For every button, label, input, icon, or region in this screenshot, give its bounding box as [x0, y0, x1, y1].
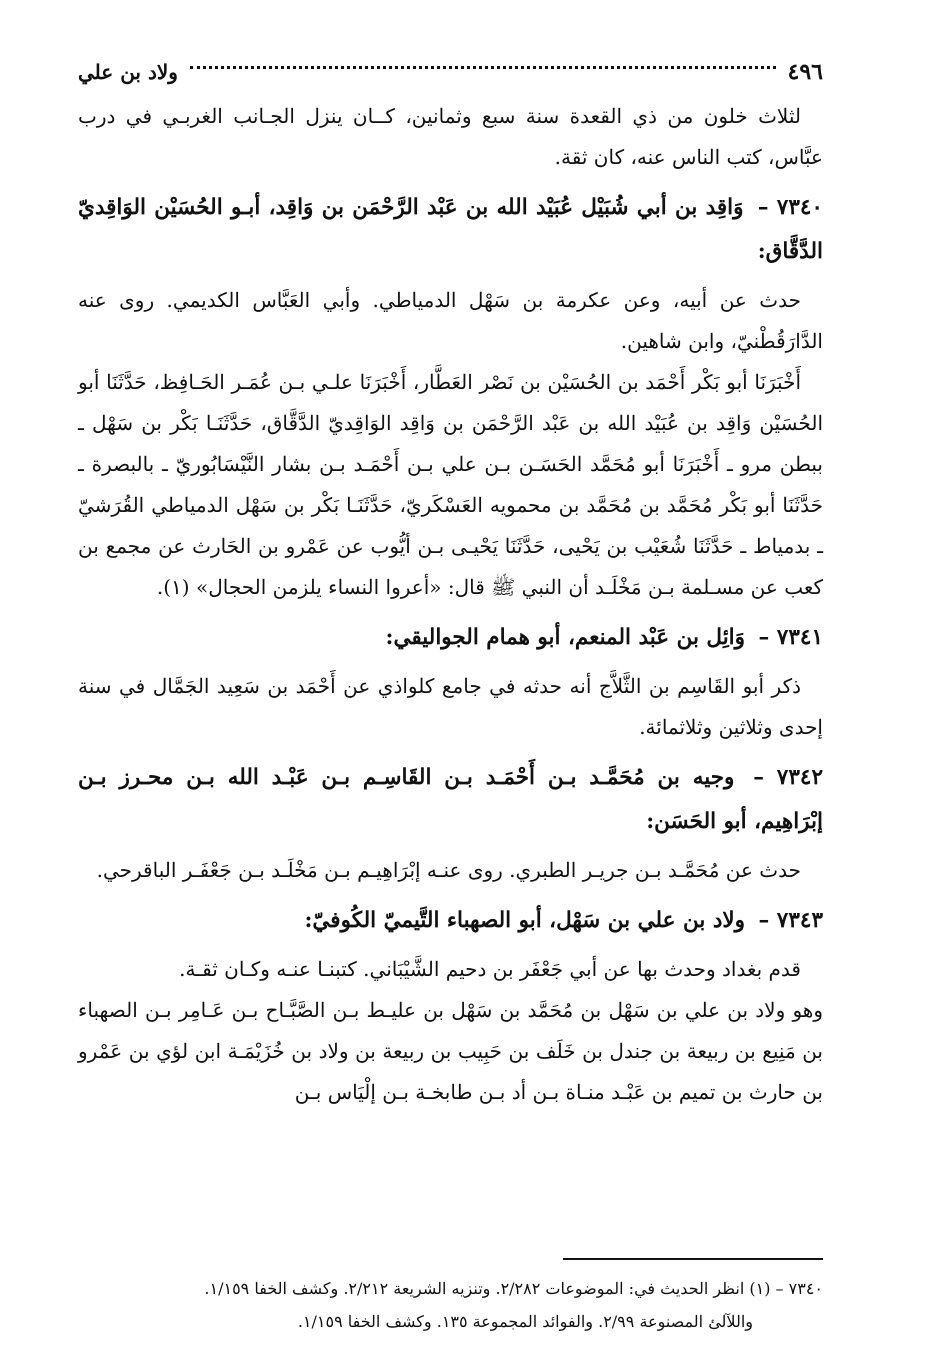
entry-title: وجيه بن مُحَمَّـد بـن أَحْمَـد بـن القَاسِـم بـن عَبْـد الله بـن محـرز بـن إبْرَاهِيم، أبو الحَسَن: [78, 765, 823, 834]
entry-heading-7343 [78, 899, 823, 943]
entry-heading-7340 [78, 186, 823, 274]
entry-heading-7341 [78, 616, 823, 660]
footnote-rule [563, 1258, 823, 1260]
footnote-line: واللآلئ المصنوعة ٢/٩٩. والفوائد المجموعة ١٣٥. وكشف الخفا ١/١٥٩. [297, 1312, 753, 1331]
leader-dots [190, 66, 776, 69]
entry-title: وَاقِد بن أبي شُبَيْل عُبَيْد الله بن عَبْد الرَّحْمَن بن وَاقِد، أبـو الحُسَيْن الوَاقِديّ الدَّقَّاق: [78, 195, 823, 264]
page-number: ٤٩٦ [787, 59, 823, 85]
running-title: ولاد بن علي [78, 60, 178, 84]
footnote-line: ٧٣٤٠ – (١) انظر الحديث في: الموضوعات ٢/٢٨٢. وتنزيه الشريعة ٢/٢١٢. وكشف الخفا ١/١٥٩. [204, 1279, 823, 1298]
entry-title: ولاد بن علي بن سَهْل، أبو الصهباء التَّيميّ الكُوفيّ: [304, 908, 746, 933]
hadith-paragraph: أَخْبَرَنَا أبو بَكْر أَحْمَد بن الحُسَيْن بن نَصْر العَطَّار، أَخْبَرَنَا علـي بـن عُمَـر الحَـافِظ، حَدَّثَنَا أبو الحُسَيْن وَاقِد بن عُبَيْد الله بن عَبْد الرَّحْمَن بن وَاقِد الوَاقِديّ الدَّقَّاق، حَدَّثَنَـا بَكْر بن سَهْل ـ ببطن مرو ـ أَخْبَرَنَا أبو مُحَمَّد الحَسَـن بـن علي بـن أَحْمَـد بـن بشار النَّيْسَابُوريّ ـ بالبصرة ـ حَدَّثَنَا أبو بَكْر مُحَمَّد بن مُحَمَّد بن محمويه العَسْكَريّ، حَدَّثَنَـا بَكْر بن سَهْل الدمياطي القُرَشيّ ـ بدمياط ـ حَدَّثَنَا شُعَيْب بن يَحْيى، حَدَّثَنَا يَحْيـى بـن أيُّوب عن عَمْرو بن الحَارث عن مجمع بن كعب عن مسـلمة بـن مَخْلَـد أن النبي ﷺ قال: «أعروا النساء يلزمن الحجال» (١). [78, 370, 823, 599]
entry-number: ٧٣٤٢ – [753, 765, 823, 790]
footnotes [78, 1272, 823, 1338]
paragraph: قدم بغداد وحدث بها عن أبي جَعْفَر بن دحيم الشَّيْبَاني. كتبنـا عنـه وكـان ثقـة. [179, 957, 801, 981]
paragraph: ذكر أبو القَاسِم بن الثَّلاَّج أنه حدثه في جامع كلواذي عن أَحْمَد بن سَعِيد الجَمَّال في سنة إحدى وثلاثين وثلاثمائة. [78, 674, 823, 739]
entry-title: وَائِل بن عَبْد المنعم، أبو همام الجواليقي: [385, 625, 746, 650]
running-head [78, 52, 823, 96]
paragraph: حدث عن أبيه، وعن عكرمة بن سَهْل الدمياطي. وأبي العَبَّاس الكديمي. روى عنه الدَّارَقُطْنيّ، وابن شاهين. [78, 288, 823, 353]
entry-number: ٧٣٤١ – [758, 625, 823, 650]
entry-number: ٧٣٤٣ – [758, 908, 823, 933]
paragraph: وهو ولاد بن علي بن سَهْل بن مُحَمَّد بن سَهْل بن عليـط بـن الصَّبَّـاح بـن عَـامِر بـن الصهباء بن مَنِيع بن ربيعة بن جندل بن خَلَف بن حَبِيب بن ربيعة بن ولاد بن خُزَيْمَـة ابن لؤي بن عَمْرو بن حارث بن تميم بن عَبْـد منـاة بـن أد بـن طابخـة بـن إلْيَاس بـن [78, 998, 824, 1104]
entry-heading-7342 [78, 756, 823, 844]
entry-number: ٧٣٤٠ – [757, 195, 823, 220]
paragraph: حدث عن مُحَمَّـد بـن جريـر الطبري. روى عنـه إبْرَاهِيـم بـن مَخْلَـد بـن جَعْفَـر الباقرحي. [96, 858, 801, 882]
paragraph-continued: لثلاث خلون من ذي القعدة سنة سبع وثمانين، كــان ينزل الجـانب الغربـي في درب عبَّاس، كتب الناس عنه، كان ثقة. [78, 104, 823, 169]
main-text [78, 96, 823, 1113]
